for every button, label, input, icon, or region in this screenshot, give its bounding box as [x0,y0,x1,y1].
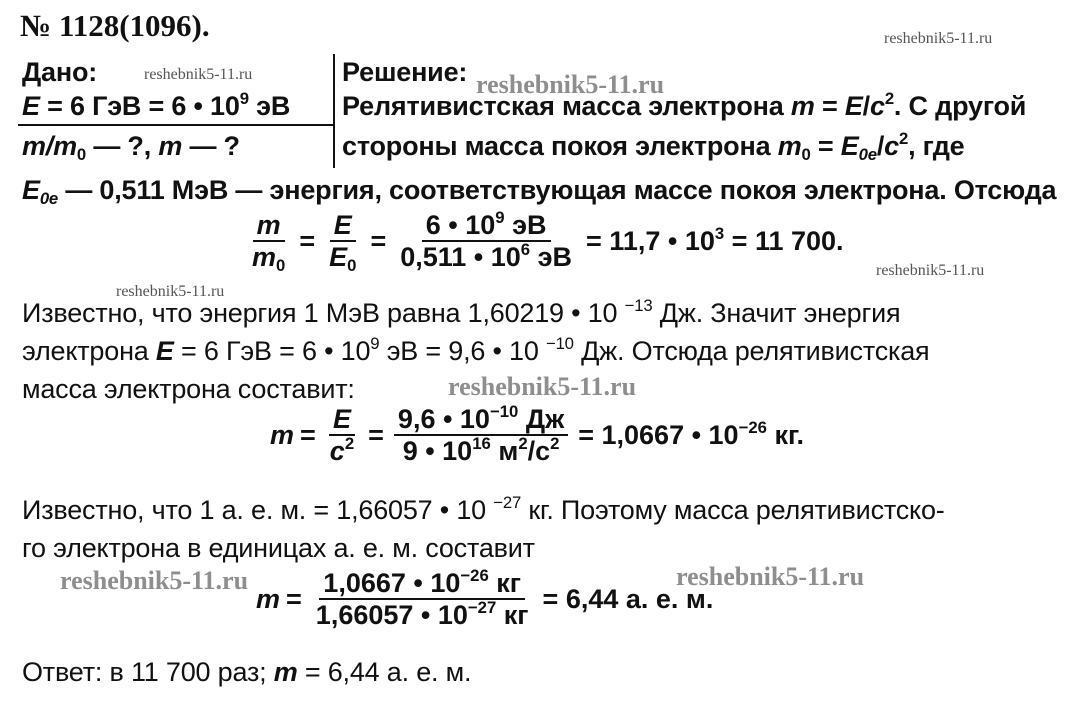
problem-number: № 1128(1096). [20,8,210,43]
fraction-amu-values: $\frac{1,0667 • 10^{-26} кг}{1,66057 • 10^{-27} кг}$ [315,566,529,630]
given-vertical-divider [333,54,335,168]
formula-relativistic-mass: m = $\frac{E}{c^2}$ = $\frac{9,6 • 10^{-10} Дж}{9 • 10^{16} м^2/с^2}$ = 1,0667 • $10^{-26}$ кг. [270,402,805,466]
given-label: Дано: [22,57,98,87]
formula-mass-amu: m = $\frac{1,0667 • 10^{-26} кг}{1,66057 • 10^{-27} кг}$ = 6,44 а. е. м. [256,566,714,630]
fraction-m-over-m0: $\frac{m}{m_0}$ [252,210,286,276]
fraction-E-over-c2: $\frac{E}{c^2}$ [329,404,355,466]
para2-line-3: масса электрона составит: [22,374,355,404]
fraction-energy-values: $\frac{6 • 10^9 эВ}{0,511 • 10^6 эВ}$ [400,208,573,272]
para3-line-1: Известно, что 1 а. е. м. = 1,66057 • 10 $^{-27}$ кг. Поэтому масса релятивистско- [22,493,945,525]
solution-label: Решение: [342,57,468,87]
para2-line-2: электрона E = 6 ГэВ = 6 • $10^9$ эВ = 9,6 • 10 $^{-10}$ Дж. Отсюда релятивистская [22,334,930,366]
watermark: reshebnik5-11.ru [60,566,249,595]
given-divider [18,124,334,126]
watermark: reshebnik5-11.ru [116,283,225,300]
solution-line-1: Релятивистская масса электрона $m = E/c^2$. С другой [342,89,1027,121]
watermark: reshebnik5-11.ru [476,70,665,99]
given-energy: E = 6 ГэВ = 6 • $10^9$ эВ [22,89,291,121]
watermark: reshebnik5-11.ru [876,262,985,279]
given-find: $m/m_0$ — ?, m — ? [22,131,240,165]
fraction-mass-values: $\frac{9,6 • 10^{-10} Дж}{9 • 10^{16} м^2/с^2}$ [394,404,568,466]
para3-line-2: го электрона в единицах а. е. м. составит [22,533,535,563]
watermark: reshebnik5-11.ru [144,66,253,83]
fraction-E-over-E0: $\frac{E}{E_0}$ [329,210,357,276]
watermark: reshebnik5-11.ru [676,562,865,591]
formula-mass-ratio: $\frac{m}{m_0}$ = $\frac{E}{E_0}$ = $\frac{6 • 10^9 эВ}{0,511 • 10^6 эВ}$ = 11,7 • $10^3 = 11$ 700. [244,210,850,272]
watermark: reshebnik5-11.ru [884,30,993,47]
solution-line-2: стороны масса покоя электрона $m_0 = E_{0e}/c^2$, где [342,129,965,165]
solution-line-3: $E_{0e}$ — 0,511 МэВ — энергия, соответствующая массе покоя электрона. Отсюда [22,175,1057,209]
para2-line-1: Известно, что энергия 1 МэВ равна 1,60219 • 10 $^{-13}$ Дж. Значит энергия [22,296,901,328]
watermark: reshebnik5-11.ru [448,372,637,401]
answer: Ответ: в 11 700 раз; m = 6,44 а. е. м. [22,657,472,687]
